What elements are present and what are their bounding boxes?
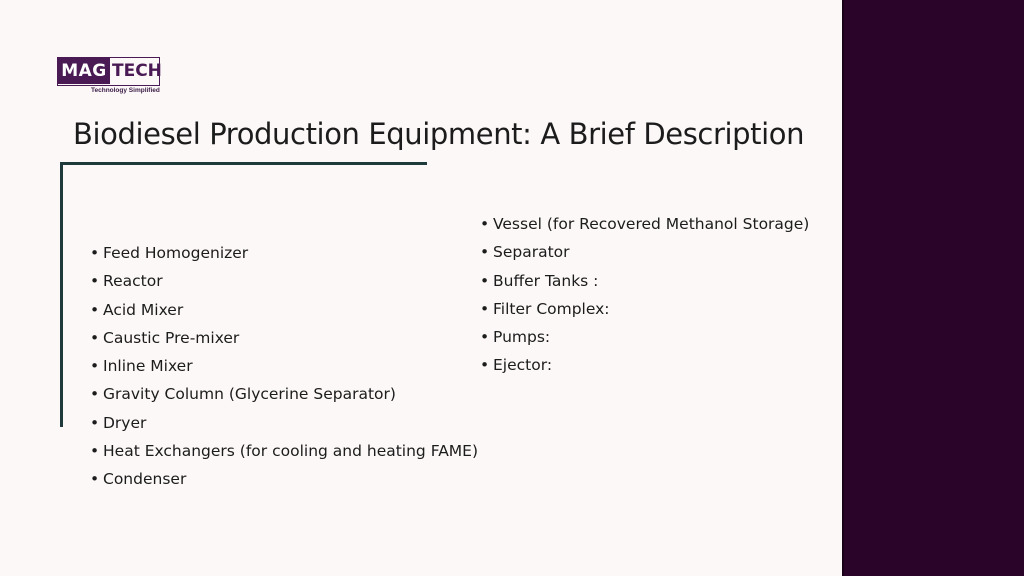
frame-left-line [60,162,63,427]
list-item: • Pumps: [480,323,809,351]
list-item: • Condenser [90,465,478,493]
list-item: • Inline Mixer [90,352,478,380]
list-item: • Heat Exchangers (for cooling and heating FAME) [90,437,478,465]
equipment-list-left [90,239,478,494]
list-item: • Gravity Column (Glycerine Separator) [90,380,478,408]
list-item: • Vessel (for Recovered Methanol Storage) [480,210,809,238]
list-item: • Separator [480,238,809,266]
company-logo [57,57,163,97]
list-item: • Acid Mixer [90,296,478,324]
logo-tagline: Technology Simplified [91,87,160,94]
list-item: • Dryer [90,409,478,437]
list-item: • Reactor [90,267,478,295]
equipment-list-right [480,210,809,380]
slide-title: Biodiesel Production Equipment: A Brief Description [73,117,805,151]
list-item: • Ejector: [480,351,809,379]
logo-right-text: TECH [112,61,162,81]
frame-top-line [60,162,427,165]
logo-box [57,57,160,86]
list-item: • Caustic Pre-mixer [90,324,478,352]
list-item: • Filter Complex: [480,295,809,323]
logo-left-text: MAG [58,58,110,84]
list-item: • Buffer Tanks : [480,267,809,295]
list-item: • Feed Homogenizer [90,239,478,267]
side-panel [842,0,1024,576]
